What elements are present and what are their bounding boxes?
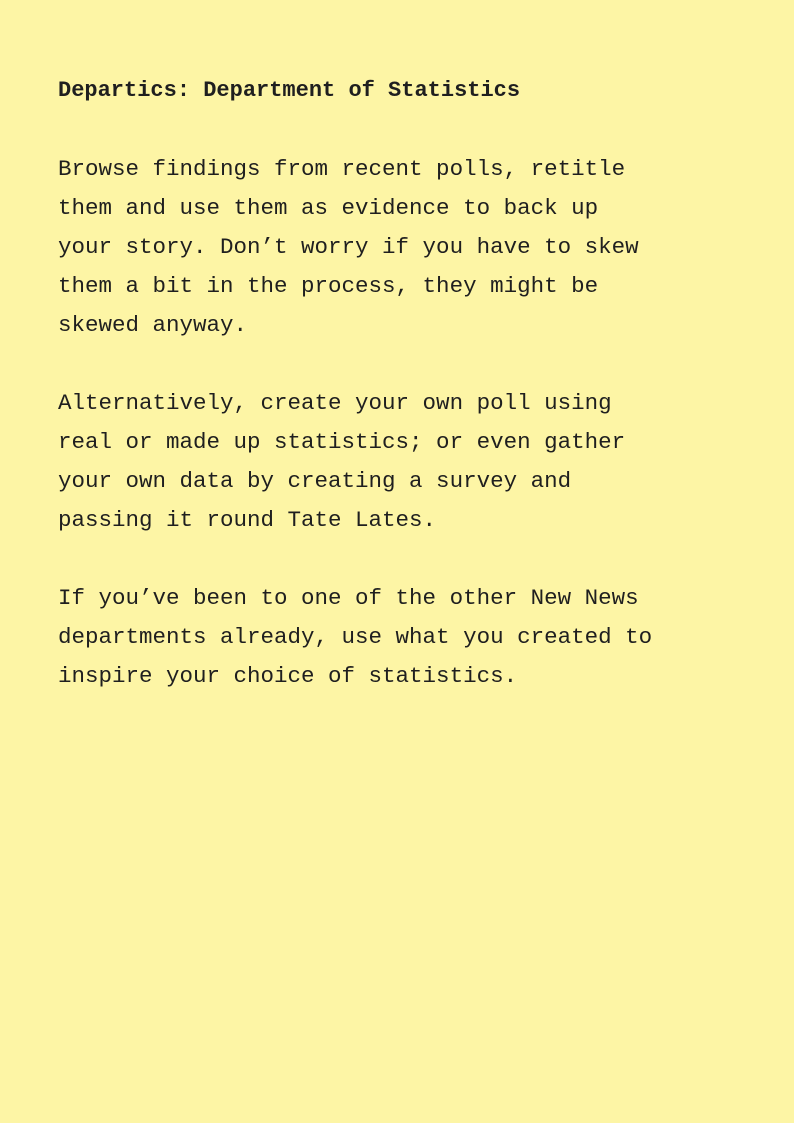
paragraph-line: real or made up statistics; or even gather: [58, 429, 626, 455]
paragraph-browse-findings: [58, 150, 758, 345]
paragraph-line: If you’ve been to one of the other New News: [58, 585, 639, 611]
spacer: [58, 108, 758, 150]
spacer: [58, 345, 758, 384]
paragraph-alternatively: [58, 384, 758, 540]
document-title: Departics: Department of Statistics: [58, 78, 521, 103]
paragraph-line: them and use them as evidence to back up: [58, 195, 599, 221]
paragraph-line: Alternatively, create your own poll using: [58, 390, 612, 416]
paragraph-line: inspire your choice of statistics.: [58, 663, 518, 689]
paragraph-line: skewed anyway.: [58, 312, 248, 338]
paragraph-line: your story. Don’t worry if you have to skew: [58, 234, 639, 260]
paragraph-other-departments: [58, 579, 758, 696]
paragraph-line: departments already, use what you created to: [58, 624, 653, 650]
paragraph-line: your own data by creating a survey and: [58, 468, 572, 494]
document-page: [58, 74, 758, 696]
spacer: [58, 540, 758, 579]
paragraph-line: them a bit in the process, they might be: [58, 273, 599, 299]
paragraph-line: passing it round Tate Lates.: [58, 507, 437, 533]
paragraph-line: Browse findings from recent polls, retitle: [58, 156, 626, 182]
